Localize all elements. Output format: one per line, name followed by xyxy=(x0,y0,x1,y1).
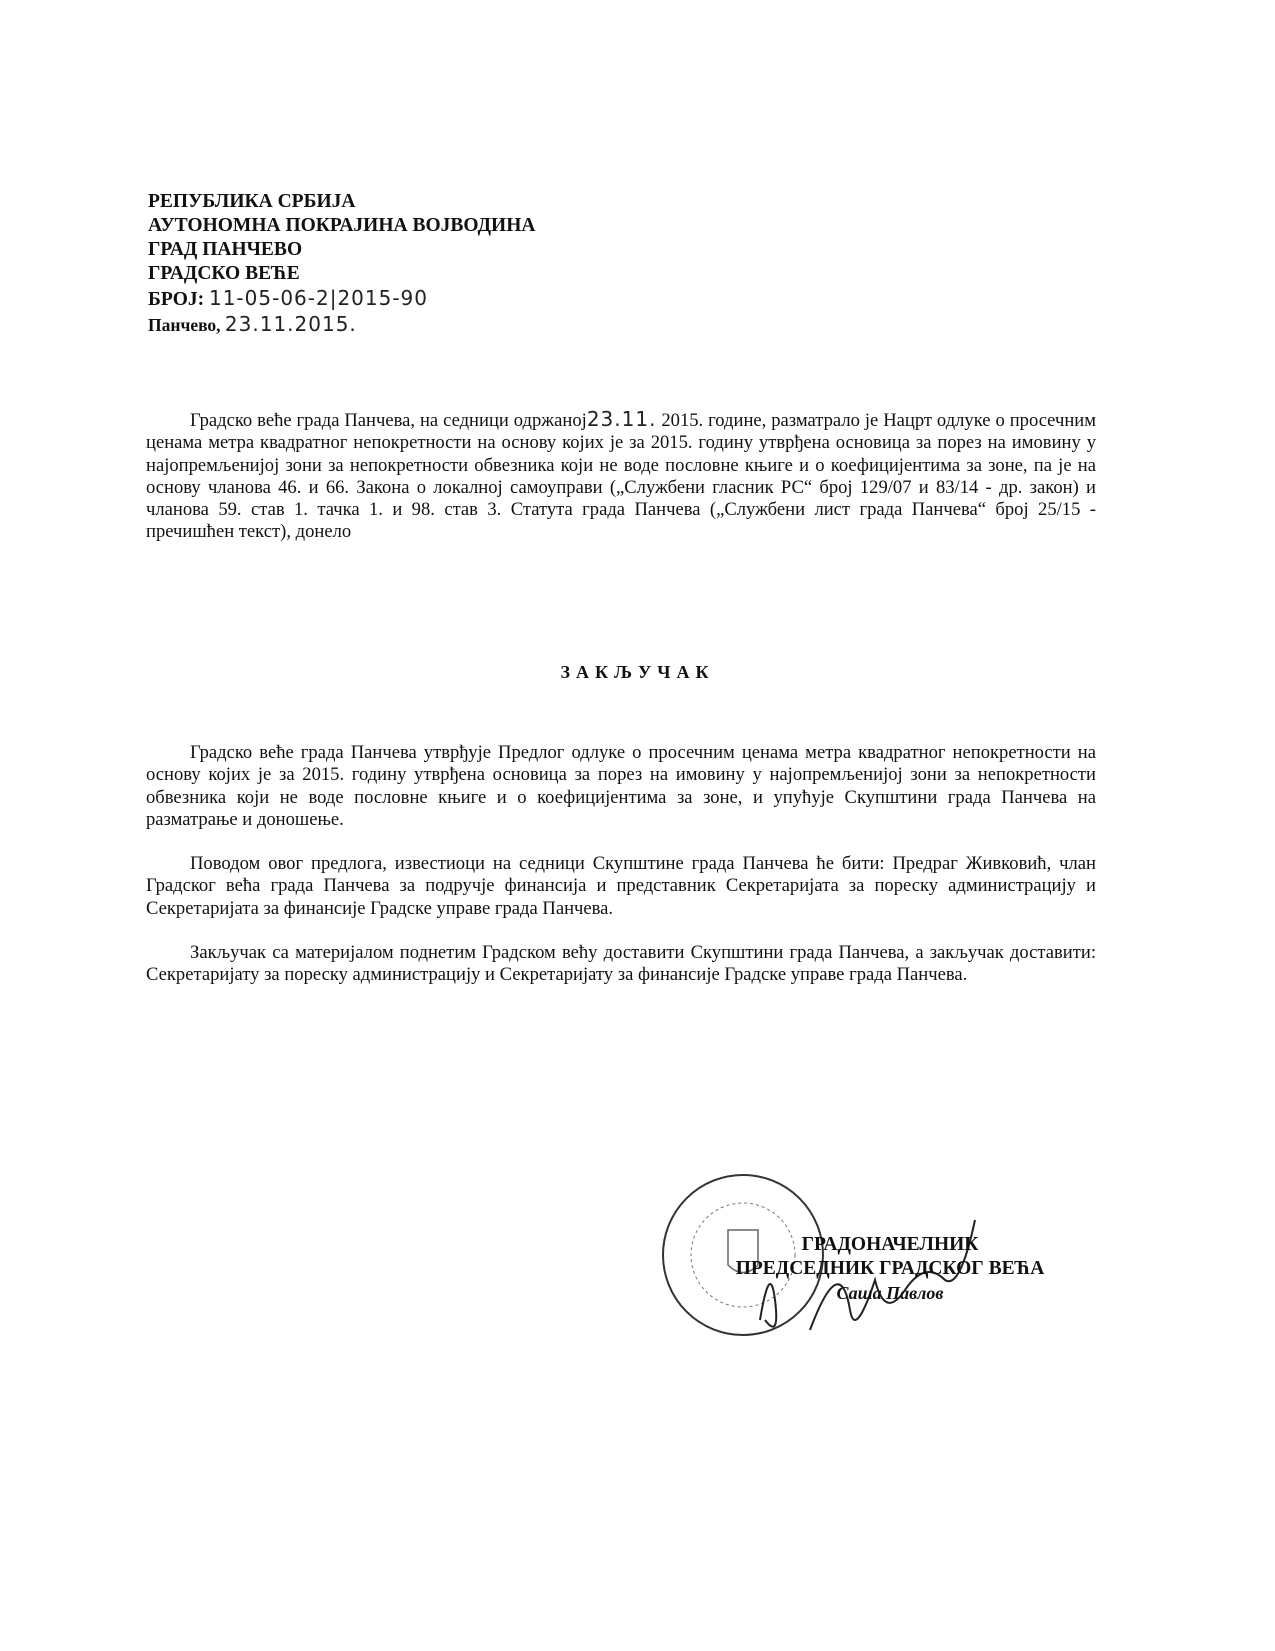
paragraph: Закључак са материјалом поднетим Градском већу доставити Скупштини града Панчева, а закључак доставити: Секретаријату за пореску администрацију и Секретаријату за финансије Градске управе града Панчева. xyxy=(146,942,1096,986)
signatory-name: Саша Павлов xyxy=(836,1283,944,1303)
paragraph: Поводом овог предлога, известиоци на седници Скупштине града Панчева ће бити: Предраг Живковић, члан Градског већа града Панчева за подручје финансија и представник Секретаријата за пореску администрацију и Секретаријата за финансије Градске управе града Панчева. xyxy=(146,853,1096,919)
document-title: ЗАКЉУЧАК xyxy=(560,662,715,682)
signature-title: ПРЕДСЕДНИК ГРАДСКОГ ВЕЋА xyxy=(735,1258,1045,1279)
handwritten-number: 11-05-06-2|2015-90 xyxy=(208,286,429,310)
handwritten-session-date: 23.11. xyxy=(586,407,657,431)
signature-block xyxy=(700,1233,1080,1305)
signature-title: ГРАДОНАЧЕЛНИК xyxy=(801,1234,979,1255)
intro-paragraph: Градско веће града Панчева, на седници одржаној23.11. 2015. године, разматрало је Нацрт одлуке о просечним ценама метра квадратног непокретности на основу којих је за 2015. годину утврђена основица за порез на имовину у најопремљенијој зони за непокретности обвезника који не воде пословне књиге и о коефицијентима за зоне, па је на основу чланова 46. и 66. Закона о локалној самоуправи („Службени гласник РС“ број 129/07 и 83/14 - др. закон) и чланова 59. став 1. тачка 1. и 98. став 3. Статута града Панчева („Службени лист града Панчева“ број 25/15 - пречишћен текст), донело xyxy=(146,407,1096,543)
document-header xyxy=(148,190,535,337)
handwritten-date: 23.11.2015. xyxy=(224,312,357,336)
conclusion-body xyxy=(146,742,1096,987)
paragraph: Градско веће града Панчева утврђује Предлог одлуке о просечним ценама метра квадратног непокретности на основу којих је за 2015. годину утврђена основица за порез на имовину у најопремљенијој зони за непокретности обвезника који не воде пословне књиге и о коефицијентима за зоне, и упућује Скупштини града Панчева на разматрање и доношење. xyxy=(146,742,1096,830)
header-line: ГРАДСКО ВЕЋЕ xyxy=(148,263,300,284)
header-line: АУТОНОМНА ПОКРАЈИНА ВОЈВОДИНА xyxy=(148,215,536,236)
document-date: Панчево, 23.11.2015. xyxy=(148,312,357,336)
document-number: БРОЈ: 11-05-06-2|2015-90 xyxy=(148,286,429,310)
header-line: РЕПУБЛИКА СРБИЈА xyxy=(148,191,356,212)
header-line: ГРАД ПАНЧЕВО xyxy=(148,239,303,260)
